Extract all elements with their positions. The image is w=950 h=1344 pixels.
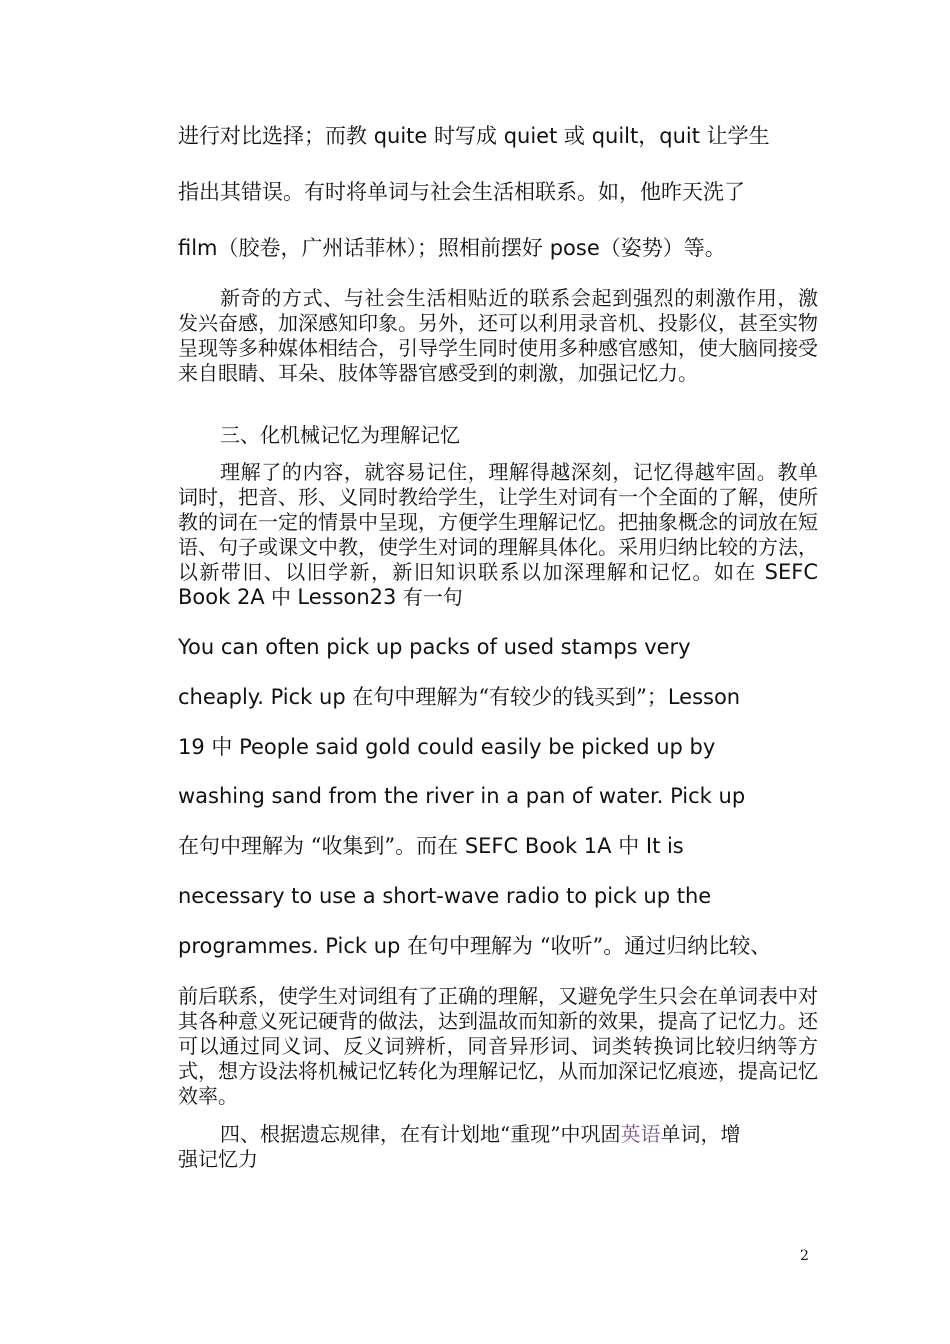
chinese-text: 指出其错误。有时将单词与社会生活相联系。如，他昨天洗了 [178, 180, 745, 204]
chinese-text: 在句中理解为 “收听”。通过归纳比较、 [400, 933, 772, 958]
chinese-text: （胶卷，广州话菲林）；照相前摆好 [217, 236, 550, 260]
english-text: quilt [591, 124, 639, 148]
paragraph-understanding [178, 460, 818, 610]
english-text: People said gold could easily be picked up by [239, 734, 716, 759]
chinese-text: 或 [557, 124, 592, 148]
english-text: quit [659, 124, 700, 148]
text-line [178, 235, 726, 261]
english-text: film [178, 236, 218, 260]
text-line [178, 833, 684, 859]
text-line [178, 734, 715, 760]
section-heading-4 [220, 1122, 740, 1147]
text-line [178, 123, 770, 149]
english-text: You can often pick up packs of used stamps very [178, 635, 691, 659]
keyword-link-english[interactable]: 英语 [620, 1122, 661, 1146]
page-number: 2 [800, 1248, 809, 1264]
english-text: 19 [178, 734, 205, 759]
english-text: pose [549, 236, 600, 260]
section-heading-3: 三、化机械记忆为理解记忆 [220, 423, 460, 447]
text-line [178, 634, 691, 660]
chinese-text: 有一句 [396, 585, 463, 609]
chinese-text: 进行对比选择；而教 [178, 124, 374, 148]
english-text: It is [645, 834, 684, 859]
chinese-text: 中 [264, 585, 298, 609]
chinese-text: 如在 [713, 560, 765, 584]
english-text: SEFC Book 1A [464, 834, 612, 859]
text-line [178, 783, 745, 809]
chinese-text: 时写成 [427, 124, 504, 148]
chinese-text: ， [638, 124, 660, 148]
chinese-text: （姿势）等。 [599, 236, 726, 260]
paragraph-understanding-body: 理解了的内容，就容易记住，理解得越深刻，记忆得越牢固。教单词时，把音、形、义同时教给学生，让学生对词有一个全面的了解，使所教的词在一定的情景中呈现，方便学生理解记忆。把抽象概念的词放在短语、句子或课文中教，使学生对词的理解具体化。采用归纳比较的方法，以新带旧、以旧学新，新旧知识联系以加深理解和记忆。 [178, 460, 818, 584]
chinese-text: 中 [611, 834, 646, 859]
chinese-text: 在句中理解为 “收集到”。而在 [178, 834, 465, 859]
english-text: programmes. Pick up [178, 933, 401, 958]
chinese-text: 中 [204, 734, 240, 759]
chinese-text: 让学生 [699, 124, 770, 148]
section-heading-4-text: 四、根据遗忘规律，在有计划地“重现”中巩固 [220, 1122, 621, 1146]
paragraph-stimulation: 新奇的方式、与社会生活相贴近的联系会起到强烈的刺激作用，激发兴奋感，加深感知印象。另外，还可以利用录音机、投影仪，甚至实物呈现等多种媒体相结合，引导学生同时使用多种感官感知，使大脑同接受来自眼睛、耳朵、肢体等器官感受到的刺激，加强记忆力。 [178, 286, 818, 385]
english-text: washing sand from the river in a pan of water. Pick up [178, 784, 746, 809]
text-line [178, 179, 745, 205]
english-text: Lesson [667, 684, 741, 709]
text-line [178, 933, 771, 959]
english-text: quiet [503, 124, 558, 148]
english-text: SEFC Book 2A [178, 560, 819, 609]
section-heading-4-text-end: 单词，增 [660, 1122, 741, 1146]
english-text: necessary to use a short-wave radio to pick up the [178, 884, 712, 908]
text-line [178, 883, 711, 909]
chinese-text: 在句中理解为“有较少的钱买到”； [345, 684, 668, 709]
english-text: quite [373, 124, 428, 148]
english-text: Lesson23 [297, 585, 397, 609]
english-text: cheaply. Pick up [178, 684, 346, 709]
section-heading-4-continued: 强记忆力 [178, 1147, 258, 1171]
text-line [178, 684, 740, 710]
paragraph-summary: 前后联系，使学生对词组有了正确的理解，又避免学生只会在单词表中对其各种意义死记硬背的做法，达到温故而知新的效果，提高了记忆力。还可以通过同义词、反义词辨析，同音异形词、词类转换词比较归纳等方式，想方设法将机械记忆转化为理解记忆，从而加深记忆痕迹，提高记忆效率。 [178, 984, 818, 1108]
